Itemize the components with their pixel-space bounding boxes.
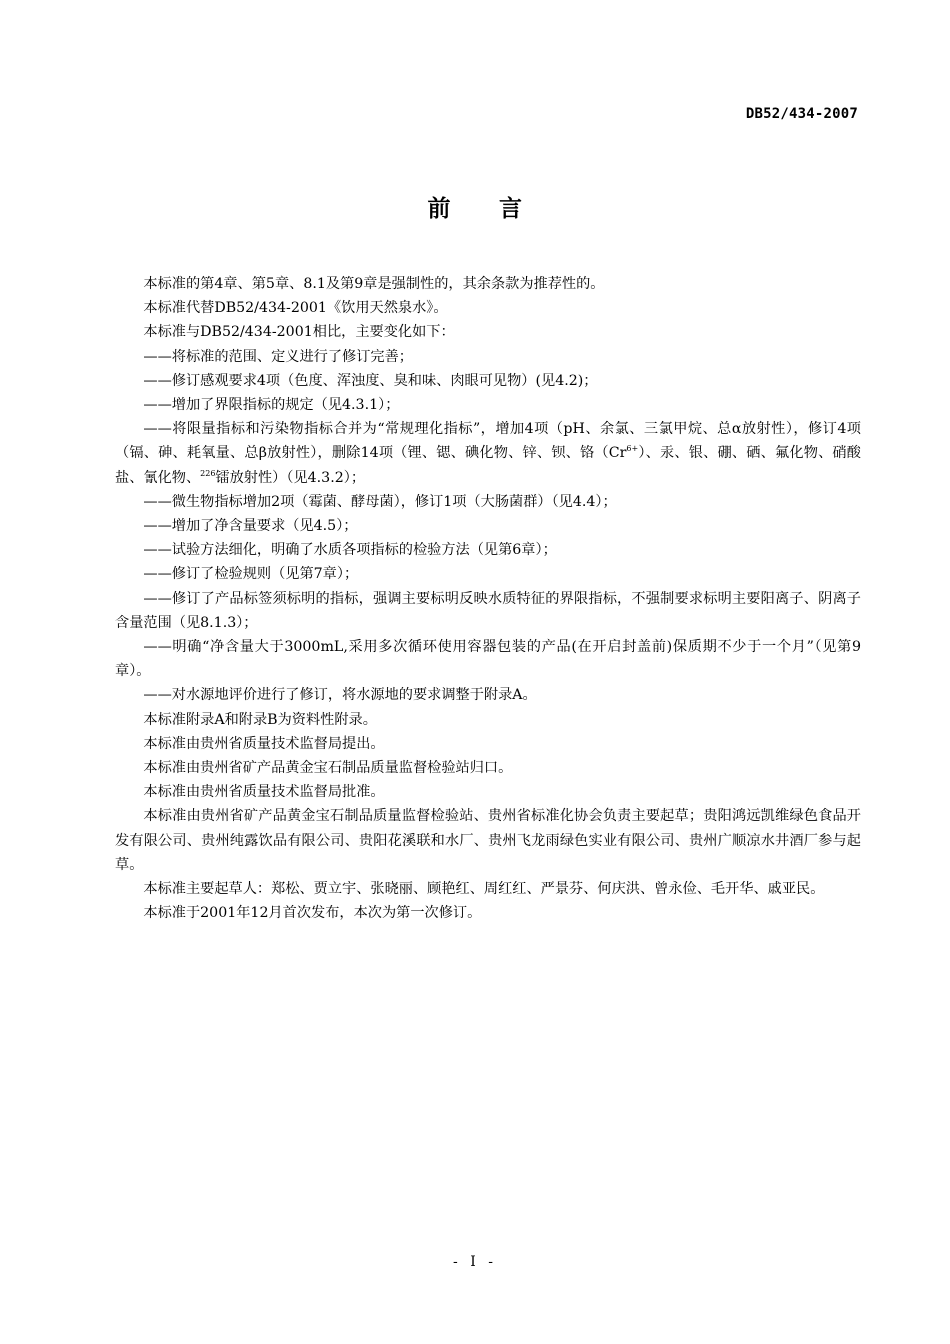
paragraph: 本标准由贵州省矿产品黄金宝石制品质量监督检验站、贵州省标准化协会负责主要起草；贵阳鸿远凯维绿色食品开发有限公司、贵州纯露饮品有限公司、贵阳花溪联和水厂、贵州飞龙雨绿色实业有限公司、贵州广顺凉水井酒厂参与起草。 (115, 808, 861, 873)
change-item: ——将标准的范围、定义进行了修订完善； (143, 348, 413, 365)
paragraph: 本标准代替DB52/434-2001《饮用天然泉水》。 (143, 300, 448, 317)
change-text: ——将限量指标和污染物指标合并为“常规理化指标”，增加4项（pH、余氯、三氯甲烷、总α放射性），修订4项（镉、砷、耗氧量、总β放射性），删除14项（锂、锶、碘化物、锌、钡、铬（Cr (115, 421, 861, 462)
superscript-cr: 6+ (626, 444, 639, 454)
paragraph: 本标准的第4章、第5章、8.1及第9章是强制性的，其余条款为推荐性的。 (143, 276, 605, 292)
change-item: ——试验方法细化，明确了水质各项指标的检验方法（见第6章）； (143, 542, 557, 559)
change-item: ——微生物指标增加2项（霉菌、酵母菌），修订1项（大肠菌群）（见4.4）； (143, 493, 617, 510)
change-text: 镭放射性）（见4.3.2）； (215, 469, 366, 486)
change-text: ）、汞、银、硼、硒、氟化物、硝酸盐、氰化物、 (115, 445, 861, 486)
paragraph: 本标准由贵州省矿产品黄金宝石制品质量监督检验站归口。 (143, 760, 513, 777)
paragraph: 本标准于2001年12月首次发布，本次为第一次修订。 (143, 905, 482, 922)
change-item: ——修订了检验规则（见第7章）； (143, 566, 359, 583)
paragraph: 本标准由贵州省质量技术监督局批准。 (143, 784, 385, 801)
change-item: ——修订了产品标签须标明的指标，强调主要标明反映水质特征的界限指标，不强制要求标明主要阳离子、阴离子含量范围（见8.1.3）； (115, 590, 861, 631)
superscript-ra: 226 (200, 468, 216, 478)
change-item: ——明确“净含量大于3000mL,采用多次循环使用容器包装的产品(在开启封盖前)保质期不少于一个月”（见第9章）。 (115, 639, 861, 680)
change-item-physchem (115, 417, 861, 490)
foreword-body (115, 272, 861, 925)
title-char-2: 言 (499, 196, 523, 222)
title-char-1: 前 (427, 196, 451, 222)
document-code: DB52/434-2007 (745, 106, 858, 122)
change-item: ——增加了净含量要求（见4.5）； (143, 518, 358, 535)
paragraph: 本标准主要起草人：郑松、贾立宇、张晓丽、顾艳红、周红红、严景芬、何庆洪、曾永俭、毛开华、戚亚民。 (143, 881, 825, 898)
change-item: ——对水源地评价进行了修订，将水源地的要求调整于附录A。 (143, 687, 537, 704)
paragraph: 本标准附录A和附录B为资料性附录。 (143, 711, 377, 728)
paragraph: 本标准与DB52/434-2001相比，主要变化如下： (143, 324, 455, 341)
change-item: ——修订感观要求4项（色度、浑浊度、臭和味、肉眼可见物）(见4.2)； (143, 372, 598, 389)
page-title (0, 190, 950, 223)
paragraph: 本标准由贵州省质量技术监督局提出。 (143, 735, 385, 752)
page-number: - I - (453, 1254, 497, 1270)
change-item: ——增加了界限指标的规定（见4.3.1）； (143, 397, 400, 414)
